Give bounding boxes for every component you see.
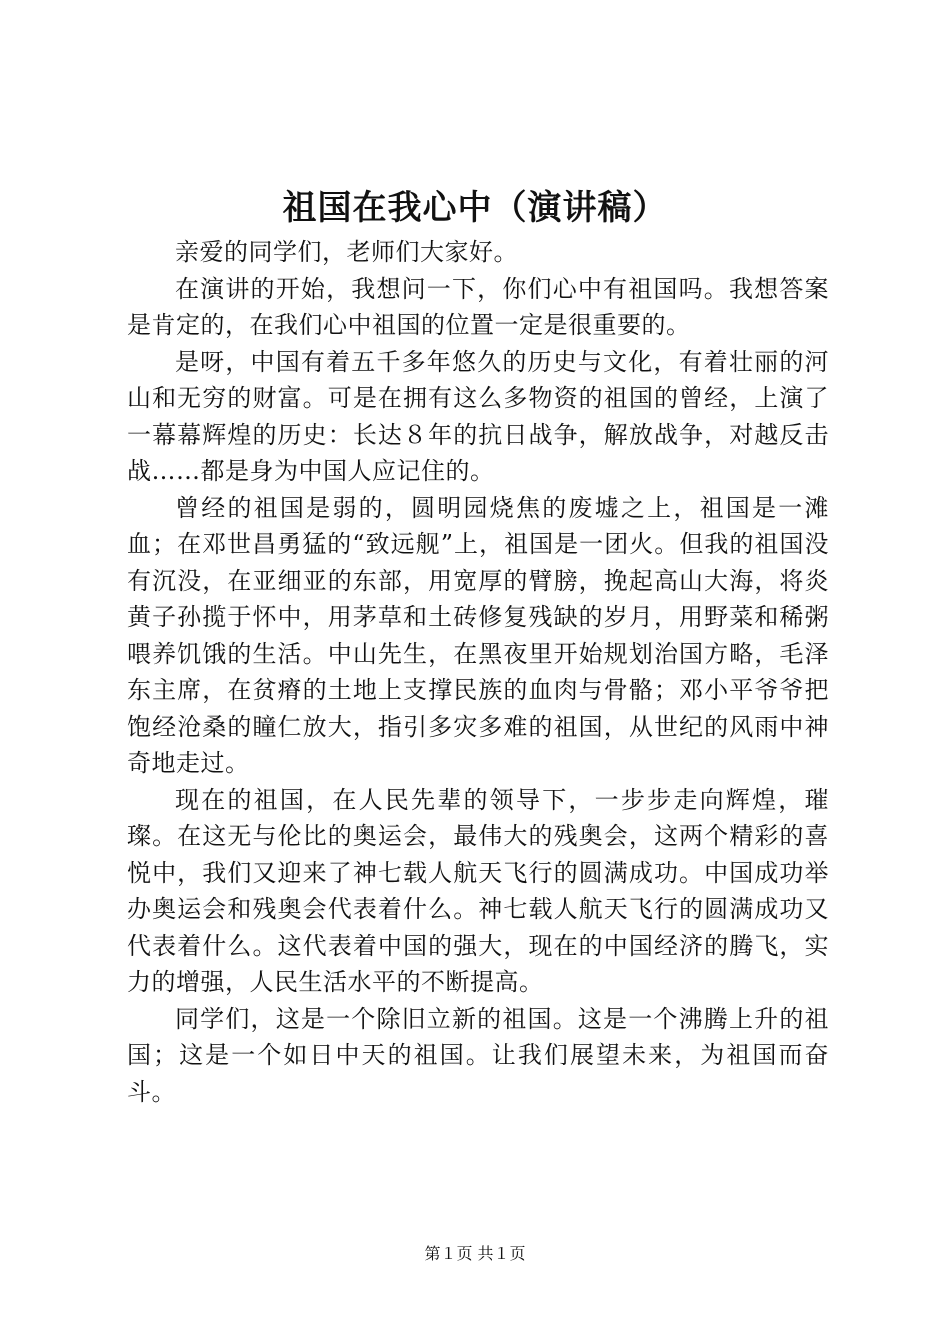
document-body <box>127 234 829 1110</box>
document-title: 祖国在我心中（演讲稿） <box>282 188 668 228</box>
paragraph-present: 现在的祖国，在人民先辈的领导下，一步步走向辉煌，璀璨。在这无与伦比的奥运会，最伟大的残奥会，这两个精彩的喜悦中，我们又迎来了神七载人航天飞行的圆满成功。中国成功举办奥运会和残奥会代表着什么。神七载人航天飞行的圆满成功又代表着什么。这代表着中国的强大，现在的中国经济的腾飞，实力的增强，人民生活水平的不断提高。 <box>127 785 829 996</box>
paragraph-past: 曾经的祖国是弱的，圆明园烧焦的废墟之上，祖国是一滩血；在邓世昌勇猛的“致远舰”上，祖国是一团火。但我的祖国没有沉没，在亚细亚的东部，用宽厚的臂膀，挽起高山大海，将炎黄子孙揽于怀中，用茅草和土砖修复残缺的岁月，用野菜和稀粥喂养饥饿的生活。中山先生，在黑夜里开始规划治国方略，毛泽东主席，在贫瘠的土地上支撑民族的血肉与骨骼；邓小平爷爷把饱经沧桑的瞳仁放大，指引多灾多难的祖国，从世纪的风雨中神奇地走过。 <box>127 493 829 777</box>
paragraph-greeting: 亲爱的同学们，老师们大家好。 <box>175 238 518 266</box>
page-footer: 第１页 共１页 <box>424 1244 526 1263</box>
paragraph-question: 在演讲的开始，我想问一下，你们心中有祖国吗。我想答案是肯定的，在我们心中祖国的位置一定是很重要的。 <box>127 274 829 339</box>
paragraph-history: 是呀，中国有着五千多年悠久的历史与文化，有着壮丽的河山和无穷的财富。可是在拥有这么多物资的祖国的曾经，上演了一幕幕辉煌的历史：长达８年的抗日战争，解放战争，对越反击战……都是身为中国人应记住的。 <box>127 347 829 485</box>
paragraph-closing: 同学们，这是一个除旧立新的祖国。这是一个沸腾上升的祖国；这是一个如日中天的祖国。让我们展望未来，为祖国而奋斗。 <box>127 1004 829 1106</box>
